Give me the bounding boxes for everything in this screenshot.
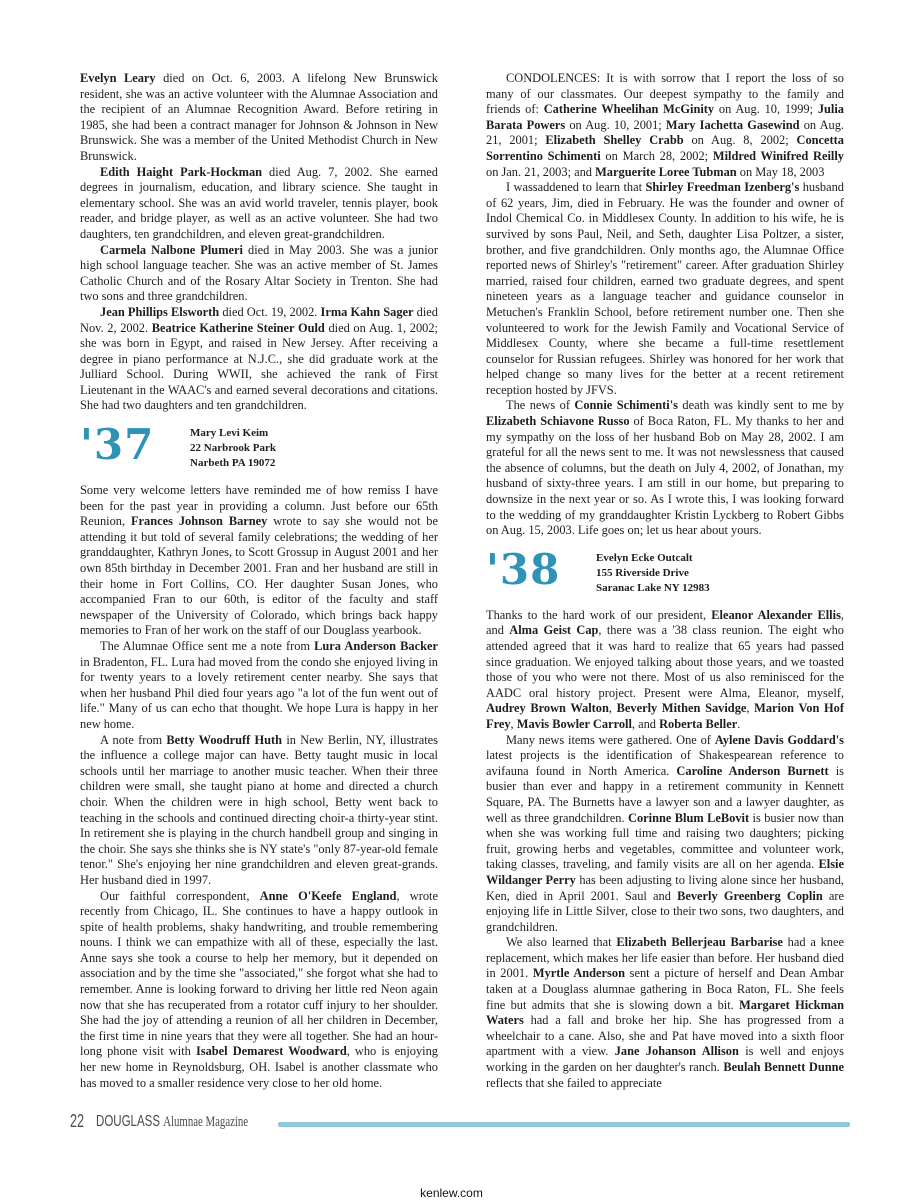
text-run: died Nov. 2, 2002. bbox=[80, 304, 438, 335]
text-run: I wassaddened to learn that bbox=[506, 180, 646, 195]
class-year-1938: '38 bbox=[486, 544, 561, 594]
classmate-name: Elizabeth Schiavone Russo bbox=[486, 414, 630, 429]
news-shirley-izenberg bbox=[486, 180, 844, 398]
class-1937-header bbox=[80, 420, 438, 471]
text-run: husband of 62 years, Jim, died in February. He was the founder and owner of Indol Chemical Co. in Middlesex County. In addition to his wife, he is survived by sons Paul, Neil, and Seth, daughter Lisa Poltzer, a sister, brother, and five grandchildren. Only months ago, the Alumnae Office reported news of Shirley's "retirement" career. After graduation Shirley married, raised four children, earned two graduate degrees, and spent nineteen years as a language teacher and guidance counselor in Metuchen's Franklin School, before retirement number one. Then she volunteered to work for the Jewish Family and Vocational Service of Middlesex County, where she became a full-time resettlement counselor for Russian refugees. Shirley was honored for her work that helped change so many lives for the better at a recent retirement reception hosted by JFVS. bbox=[486, 180, 845, 397]
classmate-name: Beatrice Katherine Steiner Ould bbox=[151, 320, 325, 335]
classmate-name: Catherine Wheelihan McGinity bbox=[543, 102, 715, 117]
text-run: We also learned that bbox=[506, 935, 617, 950]
classmate-name: Mildred Winifred Reilly bbox=[712, 148, 844, 163]
classmate-name: Elsie Wildanger Perry bbox=[486, 857, 844, 887]
text-run: death was kindly sent to me by bbox=[677, 398, 844, 413]
classmate-name: Shirley Freedman Izenberg's bbox=[645, 180, 800, 195]
text-run: died on Oct. 6, 2003. A lifelong New Brunswick resident, she was an active volunteer with the Alumnae Association and the recipient of an Alumnae Recognition Award. Before retiring in 1985, she had been a contract manager for Johnson & Johnson in New Brunswick. She was a member of the United Methodist Church in New Brunswick. bbox=[80, 71, 438, 163]
correspondent-name: Evelyn Ecke Outcalt bbox=[596, 551, 693, 564]
site-credit: kenlew.com bbox=[420, 1186, 483, 1200]
text-run: A note from bbox=[100, 732, 167, 747]
text-run: had a fall and broke her hip. She has progressed from a wheelchair to a cane. Also, she and Pat have moved into a sixth floor apartment with a view. bbox=[486, 1013, 844, 1059]
classmate-name: Lura Anderson Backer bbox=[314, 639, 438, 653]
classmate-name: Anne O'Keefe England bbox=[259, 888, 397, 903]
text-run: Some very welcome letters have reminded me of how remiss I have been for the past year in providing a column. Just before our 65th Reunion, bbox=[80, 483, 438, 529]
text-run: on May 18, 2003 bbox=[736, 164, 825, 179]
text-run: latest projects is the identification of Shakespearean reference to avifauna found in North America. bbox=[486, 748, 844, 778]
correspondent-name: Mary Levi Keim bbox=[190, 427, 269, 440]
classmate-name: Betty Woodruff Huth bbox=[166, 732, 283, 747]
obituary-evelyn-leary bbox=[80, 71, 438, 165]
classmate-name: Elizabeth Bellerjeau Barbarise bbox=[616, 935, 783, 950]
classmate-name: Aylene Davis Goddard's bbox=[714, 732, 844, 747]
news-connie-schimenti bbox=[486, 398, 844, 538]
classmate-name: Irma Kahn Sager bbox=[320, 304, 414, 319]
text-run: The Alumnae Office sent me a note from bbox=[100, 639, 315, 653]
classmate-name: Alma Geist Cap bbox=[509, 623, 599, 638]
text-run: , bbox=[746, 701, 755, 716]
text-run: The news of bbox=[506, 398, 575, 413]
obituary-multiple bbox=[80, 305, 438, 414]
text-run: on Jan. 21, 2003; and bbox=[486, 164, 596, 179]
text-run: , bbox=[510, 716, 517, 731]
obituary-carmela-plumeri bbox=[80, 243, 438, 305]
classmate-name: Evelyn Leary bbox=[80, 71, 156, 85]
class-1938-header bbox=[486, 544, 844, 596]
text-run: is busier than ever and happy in a retirement community in Kennett Square, PA. The Burnetts have a lawyer son and a lawyer daughter, as well as three grandchildren. bbox=[486, 763, 844, 825]
news-betty-huth bbox=[80, 733, 438, 889]
text-run: sent a picture of herself and Dean Ambar taken at a Douglass alumnae gathering in Boca Raton, FL. She feels fine but admits that she is slowing down a bit. bbox=[486, 966, 845, 1012]
classmate-name: Marguerite Loree Tubman bbox=[595, 164, 737, 179]
text-run: died in May 2003. She was a junior high school language teacher. She was an active member of St. James Catholic Church and of the Rosary Altar Society in Trenton. She had two sons and three grandchildren. bbox=[80, 242, 439, 304]
classmate-name: Jane Johanson Allison bbox=[614, 1044, 739, 1059]
classmate-name: Mavis Bowler Carroll bbox=[516, 716, 632, 731]
left-column bbox=[80, 71, 438, 1091]
obituary-edith-park-hockman bbox=[80, 165, 438, 243]
text-run: is busier now than when she was working full time and raising two daughters; picking fruit, growing herbs and vegetables, committee and volunteer work, taking classes, traveling, and family visits are all on her agenda. bbox=[486, 810, 844, 872]
correspondent-street: 22 Narbrook Park bbox=[190, 442, 276, 455]
text-run: died Aug. 7, 2002. She earned degrees in journalism, education, and library science. She taught in elementary school. She was an avid world traveler, tennis player, book reader, and bridge player, as well as an active volunteer. She had two daughters, ten grandchildren, and eleven great-grandchildren. bbox=[80, 164, 438, 241]
class-correspondent-address bbox=[596, 549, 710, 596]
footer-rule bbox=[278, 1122, 850, 1127]
classmate-name: Marion Von Hof Frey bbox=[486, 701, 844, 731]
magazine-title bbox=[96, 1113, 248, 1131]
text-run: on March 28, 2002; bbox=[600, 148, 713, 163]
text-run: , bbox=[608, 701, 617, 716]
text-run: had a knee replacement, which makes her life easier than before. Her husband died in 2001. bbox=[486, 935, 844, 981]
news-anne-england bbox=[80, 889, 438, 1092]
classmate-name: Julia Barata Powers bbox=[486, 102, 844, 132]
classmate-name: Concetta Sorrentino Schimenti bbox=[486, 133, 844, 163]
text-run: wrote to say she would not be attending it but told of several family celebrations; the wedding of her granddaughter, Kathryn Jones, to Scott Grossup in August 2001 and her own 85th birthday in December 2001. Fran and her husband are still in their home in Fort Collins, CO. Her daughter Susan Jones, who accompanied Fran to our 60th, is editor of the faculty and staff newspaper of the University of Colorado, which brings back happy memories to Fran of her work on the staff of our Douglass yearbook. bbox=[80, 514, 438, 638]
condolences bbox=[486, 71, 844, 180]
news-lura-backer bbox=[80, 639, 438, 733]
news-frances-barney bbox=[80, 483, 438, 639]
classmate-name: Caroline Anderson Burnett bbox=[676, 763, 829, 778]
classmate-name: Beulah Bennett Dunne bbox=[723, 1060, 844, 1075]
classmate-name: Audrey Brown Walton bbox=[486, 701, 609, 716]
classmate-name: Mary Iachetta Gasewind bbox=[665, 117, 800, 132]
classmate-name: Eleanor Alexander Ellis bbox=[711, 607, 841, 622]
text-run: on Aug. 21, 2001; bbox=[486, 117, 845, 148]
classmate-name: Margaret Hickman Waters bbox=[486, 997, 844, 1028]
text-run: Our faithful correspondent, bbox=[100, 888, 260, 903]
text-run: Many news items were gathered. One of bbox=[506, 732, 715, 747]
news-items bbox=[486, 733, 844, 936]
text-run: is well and enjoys working in the garden on her daughter's ranch. bbox=[486, 1044, 844, 1075]
classmate-name: Jean Phillips Elsworth bbox=[100, 304, 220, 319]
text-run: in Bradenton, FL. Lura had moved from the condo she enjoyed living in for twenty years to a lovely retirement center nearby. She says that when her husband Phil died four years ago "a lot of the fun went out of life." Many of us can echo that thought. We hope Lura is happy in her new home. bbox=[80, 654, 438, 731]
class-year-1937: '37 bbox=[80, 420, 155, 470]
text-run: died Oct. 19, 2002. bbox=[219, 304, 321, 319]
text-run: , and bbox=[631, 716, 660, 731]
text-run: , who is enjoying her new home in Reynoldsburg, OH. Isabel is another classmate who has moved to a smaller residence very close to her old home. bbox=[80, 1044, 439, 1090]
text-run: on Aug. 10, 1999; bbox=[714, 102, 818, 117]
right-column bbox=[486, 71, 844, 1091]
class-correspondent-address bbox=[190, 424, 276, 471]
text-run: , and bbox=[486, 607, 844, 638]
classmate-name: Elizabeth Shelley Crabb bbox=[545, 133, 684, 148]
news-more-items bbox=[486, 935, 844, 1091]
classmate-name: Roberta Beller bbox=[659, 716, 738, 731]
text-run: of Boca Raton, FL. My thanks to her and my sympathy on the loss of her husband Bob on May 28, 2002. I am grateful for all the news sent to me. It was not newslessness that caused the absence of columns, but the death on July 4, 2002, of Jonathan, my husband of sixty-three years. I am still in our home, but preparing to downsize in the next year or so. As I wrote this, I was looking forward to the wedding of my granddaughter Kristin Lyckberg to Robert Gibbs on Aug. 15, 2003. Life goes on; let us hear about yours. bbox=[486, 414, 844, 538]
classmate-name: Carmela Nalbone Plumeri bbox=[100, 242, 243, 257]
text-run: , wrote recently from Chicago, IL. She continues to have a happy outlook in spite of health problems, shaky handwriting, and trouble remembering nouns. I think we can empathize with all of these, especially the last. Anne says she took a course to help her memory, but it depended on association and by the time she "associated," she forgot what she had to remember. Anne is looking forward to driving her little red Neon again now that she has recuperated from a rotator cuff injury to her shoulder. She had the joy of attending a reunion of all her children in December, the first time in nine years that they were all together. She had an hour-long phone visit with bbox=[80, 888, 438, 1059]
classmate-name: Edith Haight Park-Hockman bbox=[100, 164, 263, 179]
news-class-reunion bbox=[486, 608, 844, 733]
text-run: on Aug. 10, 2001; bbox=[565, 117, 666, 132]
classmate-name: Beverly Mithen Savidge bbox=[616, 701, 747, 716]
classmate-name: Frances Johnson Barney bbox=[130, 514, 268, 529]
text-run: in New Berlin, NY, illustrates the influence a college major can have. Betty taught music in local schools until her marriage to another music teacher. When their three children were small, she taught piano at home and directed a church choir. When the children were in high school, Betty went back to teaching in the schools and continued directing choir-a thirty-year stint. In retirement she is playing in the church handbell group and singing in the choir. She says she thinks she is NY state's "only 87-year-old female tenor." She's enjoying her nine grandchildren and eleven great-grands. Her husband died in 1997. bbox=[80, 732, 438, 887]
magazine-suffix: Alumnae Magazine bbox=[163, 1114, 249, 1130]
classmate-name: Corinne Blum LeBovit bbox=[628, 810, 750, 825]
text-run: Thanks to the hard work of our president, bbox=[486, 607, 712, 622]
correspondent-street: 155 Riverside Drive bbox=[596, 566, 689, 579]
classmate-name: Isabel Demarest Woodward bbox=[195, 1044, 347, 1059]
page-footer bbox=[70, 1111, 855, 1141]
classmate-name: Connie Schimenti's bbox=[574, 398, 678, 413]
classmate-name: Beverly Greenberg Coplin bbox=[677, 888, 823, 903]
text-run: CONDOLENCES: It is with sorrow that I report the loss of so many of our classmates. Our deepest sympathy to the family and friends of: bbox=[486, 71, 844, 117]
correspondent-city: Saranac Lake NY 12983 bbox=[596, 581, 710, 594]
text-run: has been adjusting to living alone since her husband, Ken, died in April 2001. Saul and bbox=[486, 872, 844, 903]
correspondent-city: Narbeth PA 19072 bbox=[190, 457, 276, 470]
text-run: died on Aug. 1, 2002; she was born in Egypt, and raised in New Jersey. After receiving a degree in piano performance at N.J.C., she did graduate work at the Julliard School. During WWII, she achieved the rank of First Lieutenant in the WAAC's and earned several decorations and citations. She had two daughters and ten grandchildren. bbox=[80, 320, 438, 413]
text-run: . bbox=[737, 716, 741, 731]
magazine-name: DOUGLASS bbox=[96, 1113, 161, 1130]
text-run: reflects that she failed to appreciate bbox=[486, 1075, 662, 1090]
classmate-name: Myrtle Anderson bbox=[532, 966, 625, 981]
text-run: , there was a '38 class reunion. The eight who attended agreed that it was hard to realize that 65 years had passed since graduation. We enjoyed talking about those years, and we toasted those of you who were not there. Most of us also reminisced for the AADC oral history project. Present were Alma, Eleanor, myself, bbox=[486, 623, 844, 700]
page-number: 22 bbox=[70, 1111, 85, 1131]
text-run: are enjoying life in Little Silver, close to their two sons, two daughters, and grandchildren. bbox=[486, 888, 845, 934]
text-run: on Aug. 8, 2002; bbox=[683, 133, 797, 148]
